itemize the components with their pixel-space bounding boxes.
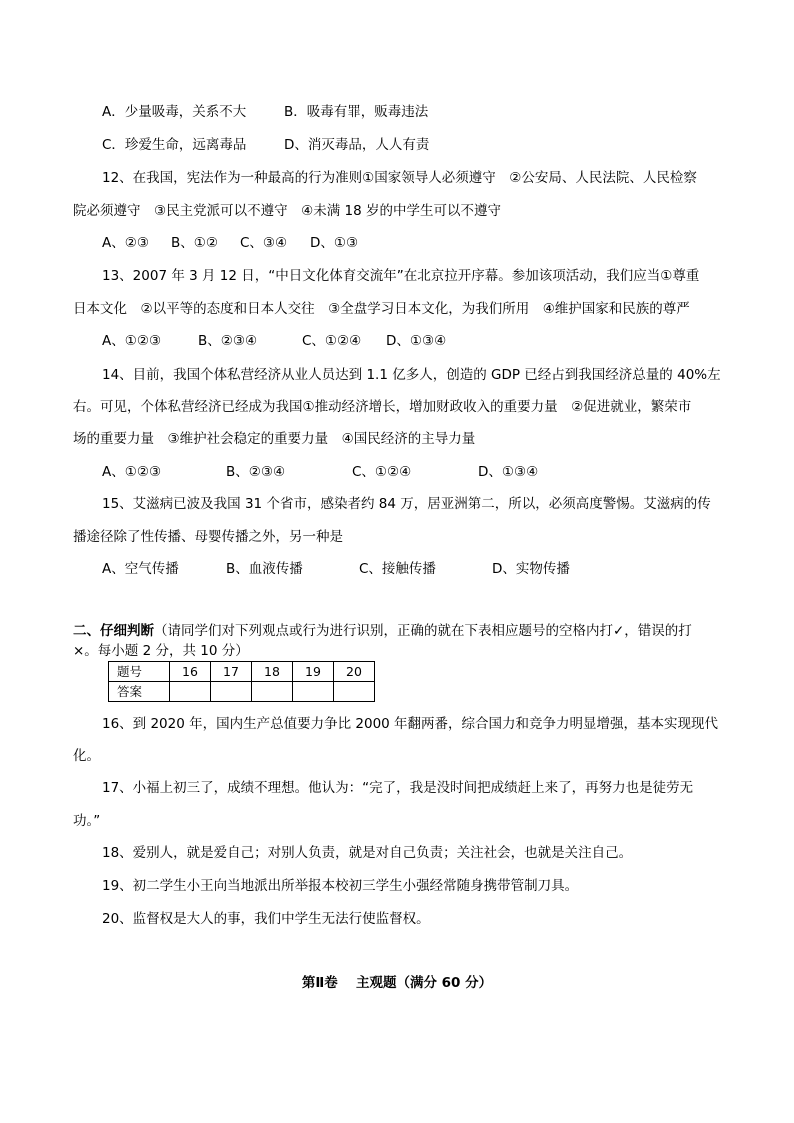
q15-option-b: B、血液传播 — [226, 561, 303, 577]
answer-table-number-17: 17 — [211, 662, 252, 682]
answer-cell-17[interactable] — [211, 682, 252, 702]
section2-heading: 二、仔细判断 — [73, 623, 154, 639]
answer-table — [108, 661, 375, 702]
q14-option-c: C、①②④ — [352, 464, 412, 480]
part2-title: 第Ⅱ卷 主观题（满分 60 分） — [301, 975, 493, 991]
q13-option-c: C、①②④ — [302, 333, 362, 349]
q19-text: 19、初二学生小王向当地派出所举报本校初三学生小强经常随身携带管制刀具。 — [102, 878, 579, 894]
q11-option-c: C．珍爱生命，远离毒品 — [102, 137, 247, 153]
q15-option-c: C、接触传播 — [359, 561, 436, 577]
answer-cell-16[interactable] — [170, 682, 211, 702]
q20-text: 20、监督权是大人的事，我们中学生无法行使监督权。 — [102, 911, 430, 927]
q14-text-line3: 场的重要力量 ③维护社会稳定的重要力量 ④国民经济的主导力量 — [73, 431, 476, 447]
answer-table-label-number: 题号 — [109, 662, 170, 682]
q12-option-d: D、①③ — [310, 235, 359, 251]
q14-text-line1: 14、目前，我国个体私营经济从业人员达到 1.1 亿多人，创造的 GDP 已经占到我国经济总量的 40%左 — [102, 367, 721, 383]
q14-option-d: D、①③④ — [478, 464, 539, 480]
answer-table-number-19: 19 — [293, 662, 334, 682]
section2-instruction-text: （请同学们对下列观点或行为进行识别，正确的就在下表相应题号的空格内打✓，错误的打 — [154, 623, 692, 639]
answer-cell-18[interactable] — [252, 682, 293, 702]
answer-cell-19[interactable] — [293, 682, 334, 702]
q18-text: 18、爱别人，就是爱自己；对别人负责，就是对自己负责；关注社会，也就是关注自己。 — [102, 845, 633, 861]
q12-text-line2: 院必须遵守 ③民主党派可以不遵守 ④未满 18 岁的中学生可以不遵守 — [73, 203, 501, 219]
q14-text-line2: 右。可见，个体私营经济已经成为我国①推动经济增长，增加财政收入的重要力量 ②促进就业，繁荣市 — [73, 399, 692, 415]
section2-instruction-line1 — [73, 622, 692, 640]
q12-text-line1: 12、在我国，宪法作为一种最高的行为准则①国家领导人必须遵守 ②公安局、人民法院、人民检察 — [102, 170, 697, 186]
answer-table-header-row — [109, 662, 375, 682]
answer-table-number-18: 18 — [252, 662, 293, 682]
q13-option-d: D、①③④ — [386, 333, 447, 349]
q13-text-line2: 日本文化 ②以平等的态度和日本人交往 ③全盘学习日本文化，为我们所用 ④维护国家和民族的尊严 — [73, 301, 690, 317]
q11-option-d: D、消灭毒品，人人有责 — [284, 137, 430, 153]
section2-instruction-line2: ×。每小题 2 分，共 10 分） — [73, 643, 249, 659]
q11-option-b: B．吸毒有罪，贩毒违法 — [284, 104, 429, 120]
answer-table-label-answer: 答案 — [109, 682, 170, 702]
q14-option-a: A、①②③ — [102, 464, 162, 480]
q15-option-d: D、实物传播 — [492, 561, 570, 577]
q12-option-c: C、③④ — [240, 235, 288, 251]
q14-option-b: B、②③④ — [226, 464, 286, 480]
q13-option-a: A、①②③ — [102, 333, 162, 349]
q15-option-a: A、空气传播 — [102, 561, 179, 577]
q15-text-line2: 播途径除了性传播、母婴传播之外，另一种是 — [73, 529, 343, 545]
q16-text-line2: 化。 — [73, 748, 100, 764]
q16-text-line1: 16、到 2020 年，国内生产总值要力争比 2000 年翻两番，综合国力和竞争力明显增强，基本实现现代 — [102, 716, 719, 732]
q13-option-b: B、②③④ — [198, 333, 258, 349]
q11-option-a: A．少量吸毒，关系不大 — [102, 104, 247, 120]
answer-table-answer-row — [109, 682, 375, 702]
q17-text-line2: 功。” — [73, 813, 101, 829]
q17-text-line1: 17、小福上初三了，成绩不理想。他认为：“完了，我是没时间把成绩赶上来了，再努力也是徒劳无 — [102, 780, 694, 796]
q15-text-line1: 15、艾滋病已波及我国 31 个省市，感染者约 84 万，居亚洲第二，所以，必须高度警惕。艾滋病的传 — [102, 496, 711, 512]
answer-table-number-20: 20 — [334, 662, 375, 682]
q12-option-a: A、②③ — [102, 235, 149, 251]
answer-cell-20[interactable] — [334, 682, 375, 702]
answer-table-number-16: 16 — [170, 662, 211, 682]
q13-text-line1: 13、2007 年 3 月 12 日，“中日文化体育交流年”在北京拉开序幕。参加该项活动，我们应当①尊重 — [102, 268, 700, 284]
q12-option-b: B、①② — [171, 235, 218, 251]
